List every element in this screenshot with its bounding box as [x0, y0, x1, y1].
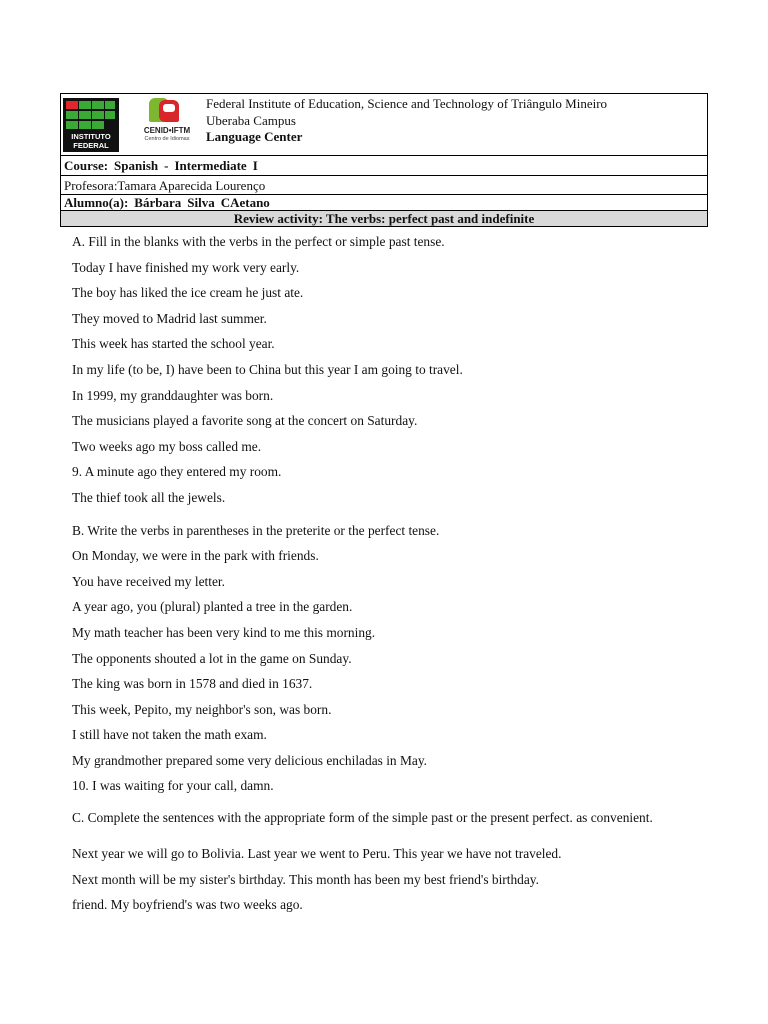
list-item: You have received my letter. — [72, 573, 225, 589]
student-row: Alumno(a): Bárbara Silva CAetano — [61, 195, 707, 211]
section-b-heading: B. Write the verbs in parentheses in the preterite or the perfect tense. — [72, 522, 440, 538]
list-item: Next year we will go to Bolivia. Last year we went to Peru. This year we have not traveled. — [72, 846, 562, 862]
course-row: Course: Spanish - Intermediate I — [61, 156, 707, 176]
exercise-body — [72, 232, 680, 921]
instituto-federal-logo — [63, 98, 119, 152]
campus-name: Uberaba Campus — [206, 112, 296, 128]
list-item: 9. A minute ago they entered my room. — [72, 464, 282, 480]
list-item: I still have not taken the math exam. — [72, 727, 267, 743]
list-item: In my life (to be, I) have been to China but this year I am going to travel. — [72, 361, 463, 377]
list-item: The musicians played a favorite song at the concert on Saturday. — [72, 413, 418, 429]
list-item: My grandmother prepared some very delicious enchiladas in May. — [72, 752, 427, 768]
logo-text: INSTITUTO FEDERAL — [71, 132, 111, 150]
cenid-iftm-logo: CENID•IFTM Centro de Idiomas — [137, 98, 197, 150]
list-item: The boy has liked the ice cream he just ate. — [72, 285, 304, 301]
list-item: They moved to Madrid last summer. — [72, 310, 267, 326]
institution-info — [206, 96, 607, 146]
list-item: Two weeks ago my boss called me. — [72, 438, 262, 454]
institution-name: Federal Institute of Education, Science and Technology of Triângulo Mineiro — [206, 96, 608, 111]
center-name: Language Center — [206, 129, 303, 144]
list-item: This week, Pepito, my neighbor's son, was born. — [72, 701, 332, 717]
header-table — [60, 93, 708, 227]
list-item: This week has started the school year. — [72, 336, 275, 352]
list-item: A year ago, you (plural) planted a tree in the garden. — [72, 599, 353, 615]
logo-grid-icon — [66, 101, 116, 131]
list-item: My math teacher has been very kind to me this morning. — [72, 624, 376, 640]
list-item: friend. My boyfriend's was two weeks ago. — [72, 897, 303, 913]
section-a-heading: A. Fill in the blanks with the verbs in the perfect or simple past tense. — [72, 234, 445, 249]
list-item: In 1999, my granddaughter was born. — [72, 387, 274, 403]
list-item: The opponents shouted a lot in the game on Sunday. — [72, 650, 352, 666]
list-item: 10. I was waiting for your call, damn. — [72, 778, 274, 794]
list-item: The king was born in 1578 and died in 1637. — [72, 676, 313, 692]
teacher-row: Profesora:Tamara Aparecida Lourenço — [61, 176, 707, 195]
list-item: The thief took all the jewels. — [72, 489, 226, 505]
list-item: On Monday, we were in the park with friends. — [72, 548, 319, 564]
list-item: Next month will be my sister's birthday. This month has been my best friend's birthday. — [72, 871, 539, 887]
list-item: Today I have finished my work very early. — [72, 259, 300, 275]
institution-row — [61, 94, 707, 156]
section-c-heading: C. Complete the sentences with the appropriate form of the simple past or the present perfect. as convenient. — [72, 810, 653, 826]
activity-title: Review activity: The verbs: perfect past and indefinite — [61, 211, 707, 226]
